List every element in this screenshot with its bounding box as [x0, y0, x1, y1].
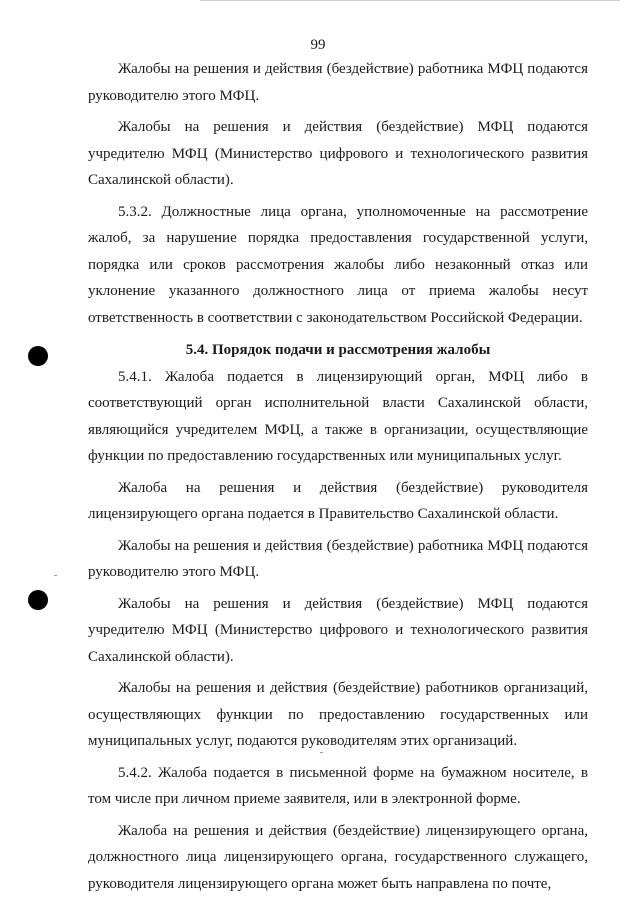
paragraph: Жалобы на решения и действия (бездействие) работника МФЦ подаются руководителю этого МФЦ.	[88, 61, 588, 104]
punch-hole-bottom	[28, 590, 48, 610]
scan-speck	[54, 575, 57, 576]
section-heading: 5.4. Порядок подачи и рассмотрения жалобы	[185, 342, 491, 358]
paragraph: Жалобы на решения и действия (бездействие) МФЦ подаются учредителю МФЦ (Министерство цифрового и технологического развития Сахалинской области).	[88, 595, 588, 665]
paragraph: 5.4.1. Жалоба подается в лицензирующий орган, МФЦ либо в соответствующий орган исполнительной власти Сахалинской области, являющийся учредителем МФЦ, а также в организации, осуществляющие функции по предоставлению государственных или муниципальных услуг.	[88, 368, 588, 464]
paragraph: 5.3.2. Должностные лица органа, уполномоченные на рассмотрение жалоб, за нарушение порядка предоставления государственной услуги, порядка или сроков рассмотрения жалобы либо незаконный отказ или уклонение указанного должностного лица от приема жалобы несут ответственность в соответствии с законодательством Российской Федерации.	[88, 203, 588, 326]
document-body	[88, 56, 588, 902]
paragraph: Жалоба на решения и действия (бездействие) лицензирующего органа, должностного лица лицензирующего органа, государственного служащего, руководителя лицензирующего органа может быть направлена по почте,	[88, 822, 588, 892]
paragraph: Жалобы на решения и действия (бездействие) работников организаций, осуществляющих функции по предоставлению государственных или муниципальных услуг, подаются руководителям этих организаций.	[88, 680, 588, 749]
paragraph: Жалобы на решения и действия (бездействие) МФЦ подаются учредителю МФЦ (Министерство цифрового и технологического развития Сахалинской области).	[88, 119, 588, 188]
paragraph: Жалобы на решения и действия (бездействие) работника МФЦ подаются руководителю этого МФЦ.	[88, 537, 588, 580]
punch-hole-top	[28, 346, 48, 366]
paragraph: Жалоба на решения и действия (бездействие) руководителя лицензирующего органа подается в Правительство Сахалинской области.	[88, 479, 588, 522]
top-edge-line	[200, 0, 620, 1]
paragraph: 5.4.2. Жалоба подается в письменной форме на бумажном носителе, в том числе при личном приеме заявителя, или в электронной форме.	[88, 764, 588, 807]
page-number: 99	[310, 37, 326, 53]
